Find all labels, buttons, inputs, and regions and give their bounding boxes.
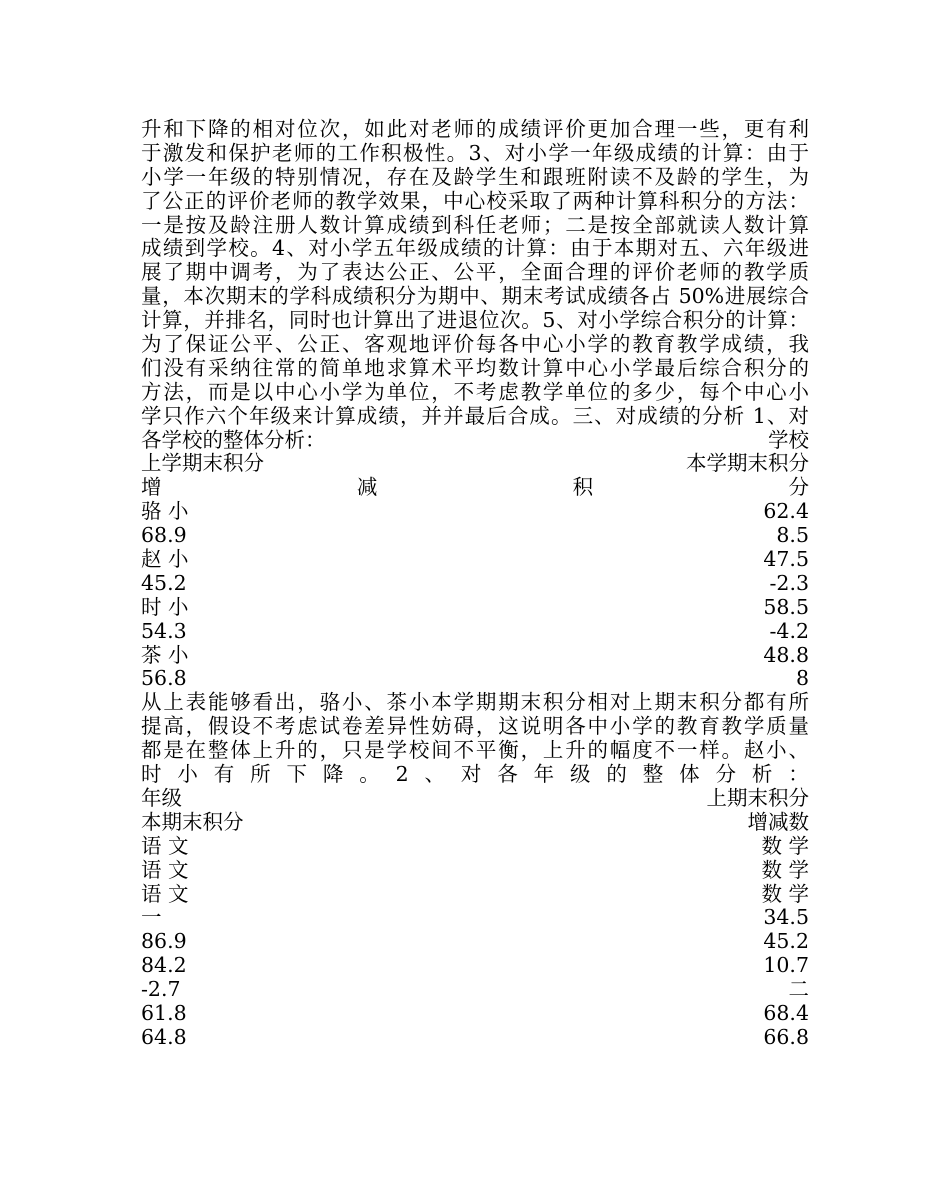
table-row xyxy=(141,930,809,954)
spread-char: 、 xyxy=(424,763,446,787)
table-cell: -2.7 xyxy=(141,978,181,1002)
spread-char: 分 xyxy=(715,763,737,787)
table-header-row xyxy=(141,452,809,476)
table-cell: 8 xyxy=(795,667,809,691)
table-cell: 10.7 xyxy=(763,954,809,978)
table-cell: 上期末积分 xyxy=(706,786,809,810)
spread-char: 所 xyxy=(250,763,271,787)
table-row xyxy=(141,1026,809,1050)
text-line: 升和下降的相对位次，如此对老师的成绩评价更加合理一些，更有利 xyxy=(141,118,809,141)
table-row xyxy=(141,835,809,859)
table-cell: 一 xyxy=(141,906,162,930)
text-line: 们没有采纳往常的简单地求算术平均数计算中心小学最后综合积分的 xyxy=(141,356,809,380)
text-line: 计算，并排名，同时也计算出了进退位次。5、对小学综合积分的计算： xyxy=(141,309,809,333)
spread-char: 年 xyxy=(533,763,555,787)
school-score-table xyxy=(141,429,809,692)
table-cell: 数 学 xyxy=(761,834,809,858)
text-line: 为了保证公平、公正、客观地评价每各中心小学的教育教学成绩，我 xyxy=(141,333,809,357)
table-cell: 时 小 xyxy=(141,595,189,619)
text-line-spread xyxy=(141,763,809,787)
spread-char: 各 xyxy=(497,763,518,787)
table-cell: 赵 小 xyxy=(141,548,189,572)
table-row xyxy=(141,859,809,883)
text-line: 成绩到学校。4、对小学五年级成绩的计算：由于本期对五、六年级进 xyxy=(141,237,809,261)
header-char: 减 xyxy=(356,476,378,500)
table-cell: 84.2 xyxy=(141,954,187,978)
table-cell: 45.2 xyxy=(763,930,809,954)
table-cell: 骆 小 xyxy=(141,500,189,524)
column-header-school: 学校 xyxy=(768,428,809,452)
table-row xyxy=(141,906,809,930)
table-cell: 62.4 xyxy=(763,500,809,524)
paragraph-analysis xyxy=(141,691,809,787)
table-cell: 34.5 xyxy=(763,906,809,930)
table-cell: 增减数 xyxy=(747,810,809,834)
table-cell: 56.8 xyxy=(141,667,187,691)
table-header-row xyxy=(141,429,809,453)
table-row xyxy=(141,524,809,548)
column-header-change xyxy=(141,476,809,500)
text-line: 小学一年级的特别情况，存在及龄学生和跟班附读不及龄的学生，为 xyxy=(141,165,809,189)
text-line: 学只作六个年级来计算成绩，并并最后合成。三、对成绩的分析 1、对 xyxy=(141,404,809,428)
spread-char: 整 xyxy=(642,763,664,787)
table-cell: 68.4 xyxy=(763,1001,809,1025)
spread-char: 对 xyxy=(460,763,482,787)
paragraph-scoring-method xyxy=(141,118,809,429)
header-char: 增 xyxy=(141,476,162,500)
spread-char: 下 xyxy=(286,763,307,787)
spread-char: 2 xyxy=(395,763,409,787)
table-cell: 8.5 xyxy=(776,524,809,548)
spread-char: 的 xyxy=(606,763,627,787)
table-cell: 86.9 xyxy=(141,930,187,954)
table-cell: 本期末积分 xyxy=(141,810,244,834)
column-header-this-term: 本学期末积分 xyxy=(686,452,809,476)
grade-score-table xyxy=(141,787,809,1050)
text-line: 量，本次期末的学科成绩积分为期中、期末考试成绩各占 50%进展综合 xyxy=(141,285,809,309)
text-line: 方法，而是以中心小学为单位，不考虑教学单位的多少，每个中心小 xyxy=(141,380,809,404)
table-row xyxy=(141,954,809,978)
spread-char: 级 xyxy=(570,763,591,787)
table-row xyxy=(141,811,809,835)
spread-char: 有 xyxy=(213,763,235,787)
spread-char: 时 xyxy=(141,763,162,787)
table-row xyxy=(141,883,809,907)
table-row xyxy=(141,572,809,596)
text-line: 于激发和保护老师的工作积极性。3、对小学一年级成绩的计算：由于 xyxy=(141,141,809,165)
text-line: 从上表能够看出，骆小、茶小本学期期末积分相对上期末积分都有所 xyxy=(141,691,809,715)
table-cell: 48.8 xyxy=(763,643,809,667)
table-cell: 47.5 xyxy=(763,548,809,572)
spread-char: 析 xyxy=(751,763,773,787)
table-cell: 58.5 xyxy=(763,595,809,619)
spread-char: 。 xyxy=(359,763,380,787)
table-cell: -2.3 xyxy=(769,571,809,595)
table-row xyxy=(141,620,809,644)
table-cell: 61.8 xyxy=(141,1001,187,1025)
table-cell: 54.3 xyxy=(141,619,187,643)
document-body xyxy=(141,118,809,1050)
table-cell: 数 学 xyxy=(761,858,809,882)
table-cell: 语 文 xyxy=(141,858,189,882)
table-cell: 语 文 xyxy=(141,882,189,906)
column-header-last-term: 上学期末积分 xyxy=(141,452,264,476)
spread-char: ： xyxy=(788,763,809,787)
section-heading: 各学校的整体分析： xyxy=(141,428,326,452)
spread-char: 体 xyxy=(679,763,700,787)
table-cell: 数 学 xyxy=(761,882,809,906)
table-cell: 66.8 xyxy=(763,1025,809,1049)
table-cell: 45.2 xyxy=(141,571,187,595)
text-line: 都是在整体上升的，只是学校间不平衡，上升的幅度不一样。赵小、 xyxy=(141,739,809,763)
spread-char: 小 xyxy=(177,763,198,787)
table-row xyxy=(141,644,809,668)
table-row xyxy=(141,667,809,691)
table-cell: 年级 xyxy=(141,786,182,810)
header-char: 分 xyxy=(788,476,809,500)
table-cell: 二 xyxy=(788,978,809,1002)
table-cell: 茶 小 xyxy=(141,643,189,667)
table-row xyxy=(141,1002,809,1026)
table-cell: 68.9 xyxy=(141,524,187,548)
table-cell: 语 文 xyxy=(141,834,189,858)
table-row xyxy=(141,787,809,811)
spread-char: 降 xyxy=(322,763,344,787)
header-char: 积 xyxy=(572,476,594,500)
table-row xyxy=(141,978,809,1002)
table-row xyxy=(141,548,809,572)
table-cell: -4.2 xyxy=(769,619,809,643)
table-cell: 64.8 xyxy=(141,1025,187,1049)
text-line: 展了期中调考，为了表达公正、公平，全面合理的评价老师的教学质 xyxy=(141,261,809,285)
table-row xyxy=(141,500,809,524)
text-line: 提高，假设不考虑试卷差异性妨碍，这说明各中小学的教育教学质量 xyxy=(141,715,809,739)
table-row xyxy=(141,596,809,620)
text-line: 一是按及龄注册人数计算成绩到科任老师；二是按全部就读人数计算 xyxy=(141,213,809,237)
text-line: 了公正的评价老师的教学效果，中心校采取了两种计算科积分的方法： xyxy=(141,189,809,213)
